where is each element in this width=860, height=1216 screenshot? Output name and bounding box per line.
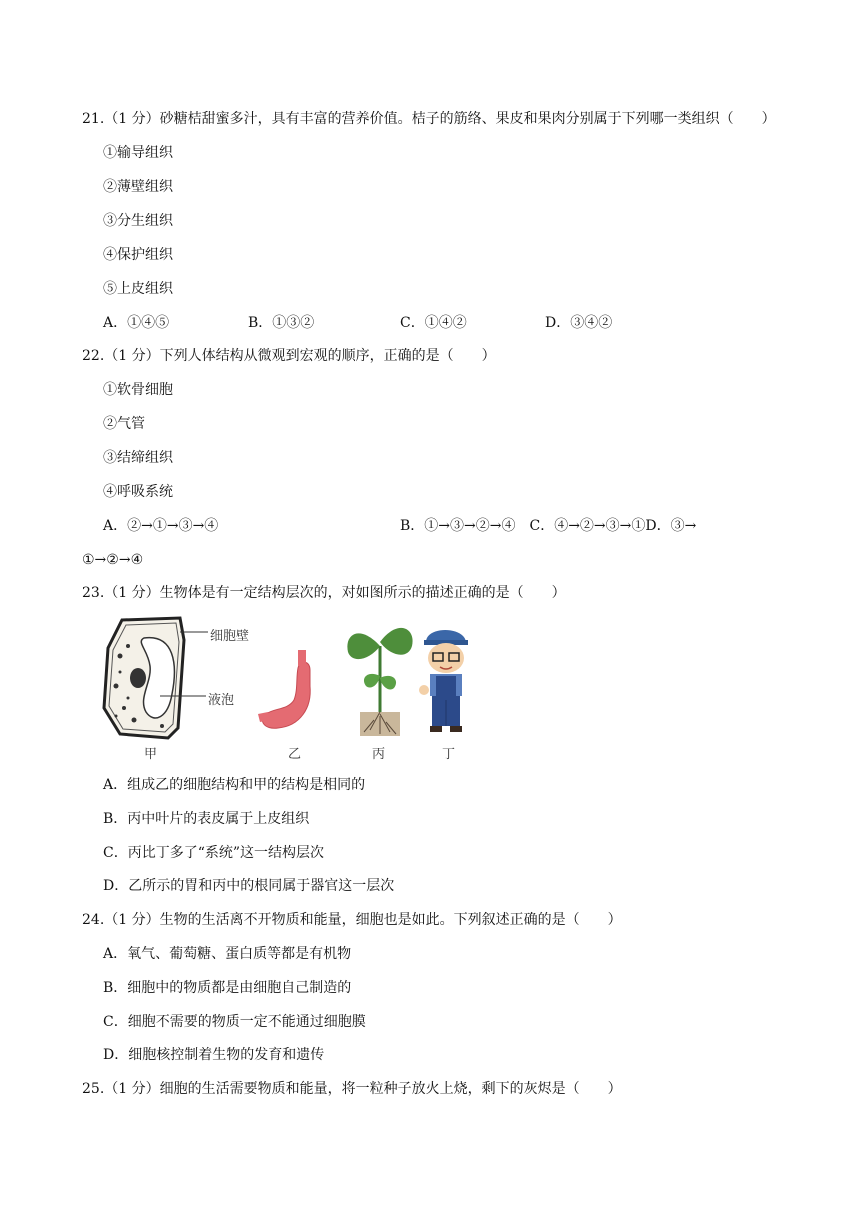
q23-option-c: C．丙比丁多了“系统”这一结构层次 (103, 845, 325, 861)
q21-option-b: B．①③② (248, 315, 315, 331)
caption-ding: 丁 (442, 747, 456, 762)
q22-option-a: A．②→①→③→④ (103, 518, 219, 534)
q24-option-b: B．细胞中的物质都是由细胞自己制造的 (103, 980, 352, 996)
q23-option-a: A．组成乙的细胞结构和甲的结构是相同的 (103, 777, 366, 793)
question-25-stem: 25.（1 分）细胞的生活需要物质和能量，将一粒种子放火上烧，剩下的灰烬是（ ） (82, 1081, 622, 1097)
q23-option-d: D．乙所示的胃和丙中的根同属于器官这一层次 (103, 878, 395, 894)
caption-bing: 丙 (372, 747, 386, 762)
q22-options-bcd: B．①→③→②→④ C．④→②→③→①D．③→ (400, 518, 697, 534)
q22-option-d-wrap: ①→②→④ (82, 552, 144, 568)
q21-item-5: ⑤上皮组织 (103, 281, 173, 297)
q21-item-2: ②薄壁组织 (103, 179, 173, 195)
caption-jia: 甲 (144, 747, 158, 762)
q21-item-3: ③分生组织 (103, 213, 173, 229)
question-23-stem: 23.（1 分）生物体是有一定结构层次的，对如图所示的描述正确的是（ ） (82, 585, 566, 601)
q21-option-c: C．①④② (400, 315, 467, 331)
caption-yi: 乙 (288, 747, 302, 762)
question-24-stem: 24.（1 分）生物的生活离不开物质和能量，细胞也是如此。下列叙述正确的是（ ） (82, 912, 622, 928)
q21-item-4: ④保护组织 (103, 247, 173, 263)
question-21-stem: 21.（1 分）砂糖桔甜蜜多汁，具有丰富的营养价值。桔子的筋络、果皮和果肉分别属于下列哪一类组织（ ） (82, 111, 776, 127)
plant-cell-icon (104, 618, 208, 738)
q21-option-d: D．③④② (545, 315, 613, 331)
cell-wall-label: 细胞壁 (210, 629, 250, 644)
q22-item-3: ③结缔组织 (103, 450, 173, 466)
plant-icon (347, 628, 412, 736)
stomach-icon (258, 650, 310, 728)
q23-option-b: B．丙中叶片的表皮属于上皮组织 (103, 811, 310, 827)
q22-item-2: ②气管 (103, 416, 145, 432)
vacuole-label: 液泡 (208, 693, 235, 708)
q24-option-d: D．细胞核控制着生物的发育和遗传 (103, 1047, 325, 1063)
q21-option-a: A．①④⑤ (103, 315, 170, 331)
q22-item-4: ④呼吸系统 (103, 484, 173, 500)
q22-item-1: ①软骨细胞 (103, 382, 173, 398)
person-icon (419, 630, 468, 732)
q24-option-c: C．细胞不需要的物质一定不能通过细胞膜 (103, 1014, 366, 1030)
q23-figure (98, 616, 478, 766)
q21-item-1: ①输导组织 (103, 145, 173, 161)
question-22-stem: 22.（1 分）下列人体结构从微观到宏观的顺序，正确的是（ ） (82, 348, 496, 364)
q24-option-a: A．氧气、葡萄糖、蛋白质等都是有机物 (103, 946, 352, 962)
